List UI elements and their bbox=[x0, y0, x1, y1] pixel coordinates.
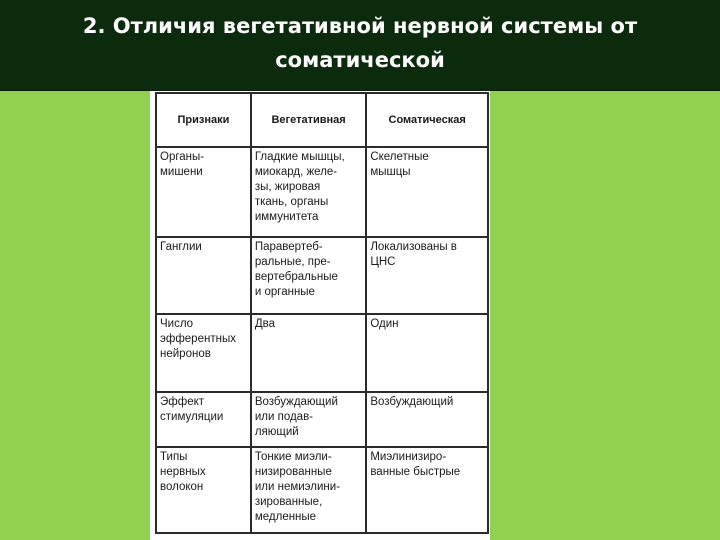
table-row bbox=[156, 447, 488, 533]
comparison-table-image bbox=[150, 91, 490, 540]
table-cell: Эффект стимуляции bbox=[156, 392, 251, 447]
comparison-table bbox=[155, 92, 489, 534]
table-cell: Паравертеб- ральные, пре- вертебральные и органные bbox=[251, 237, 366, 314]
table-cell: Органы- мишени bbox=[156, 147, 251, 237]
table-cell: Скелетные мышцы bbox=[366, 147, 488, 237]
table-cell: Тонкие миэли- низированные или немиэлини- зированные, медленные bbox=[251, 447, 366, 533]
table-row bbox=[156, 392, 488, 447]
table-cell: Типы нервных волокон bbox=[156, 447, 251, 533]
table-cell: Локализованы в ЦНС bbox=[366, 237, 488, 314]
table-cell: Возбуждающий bbox=[366, 392, 488, 447]
slide-title: 2. Отличия вегетативной нервной системы от соматической bbox=[82, 14, 638, 72]
table-cell: Возбуждающий или подав- ляющий bbox=[251, 392, 366, 447]
table-row bbox=[156, 237, 488, 314]
header-somatic: Соматическая bbox=[366, 93, 488, 147]
table-header-row bbox=[156, 93, 488, 147]
table-cell: Гладкие мышцы, миокард, желе- зы, жировая ткань, органы иммунитета bbox=[251, 147, 366, 237]
header-features: Признаки bbox=[156, 93, 251, 147]
table-cell: Миэлинизиро- ванные быстрые bbox=[366, 447, 488, 533]
slide-title-bar bbox=[0, 0, 720, 91]
table-cell: Один bbox=[366, 314, 488, 392]
table-cell: Два bbox=[251, 314, 366, 392]
table-cell: Ганглии bbox=[156, 237, 251, 314]
table-cell: Число эфферентных нейронов bbox=[156, 314, 251, 392]
table-row bbox=[156, 314, 488, 392]
header-autonomic: Вегетативная bbox=[251, 93, 366, 147]
table-row bbox=[156, 147, 488, 237]
